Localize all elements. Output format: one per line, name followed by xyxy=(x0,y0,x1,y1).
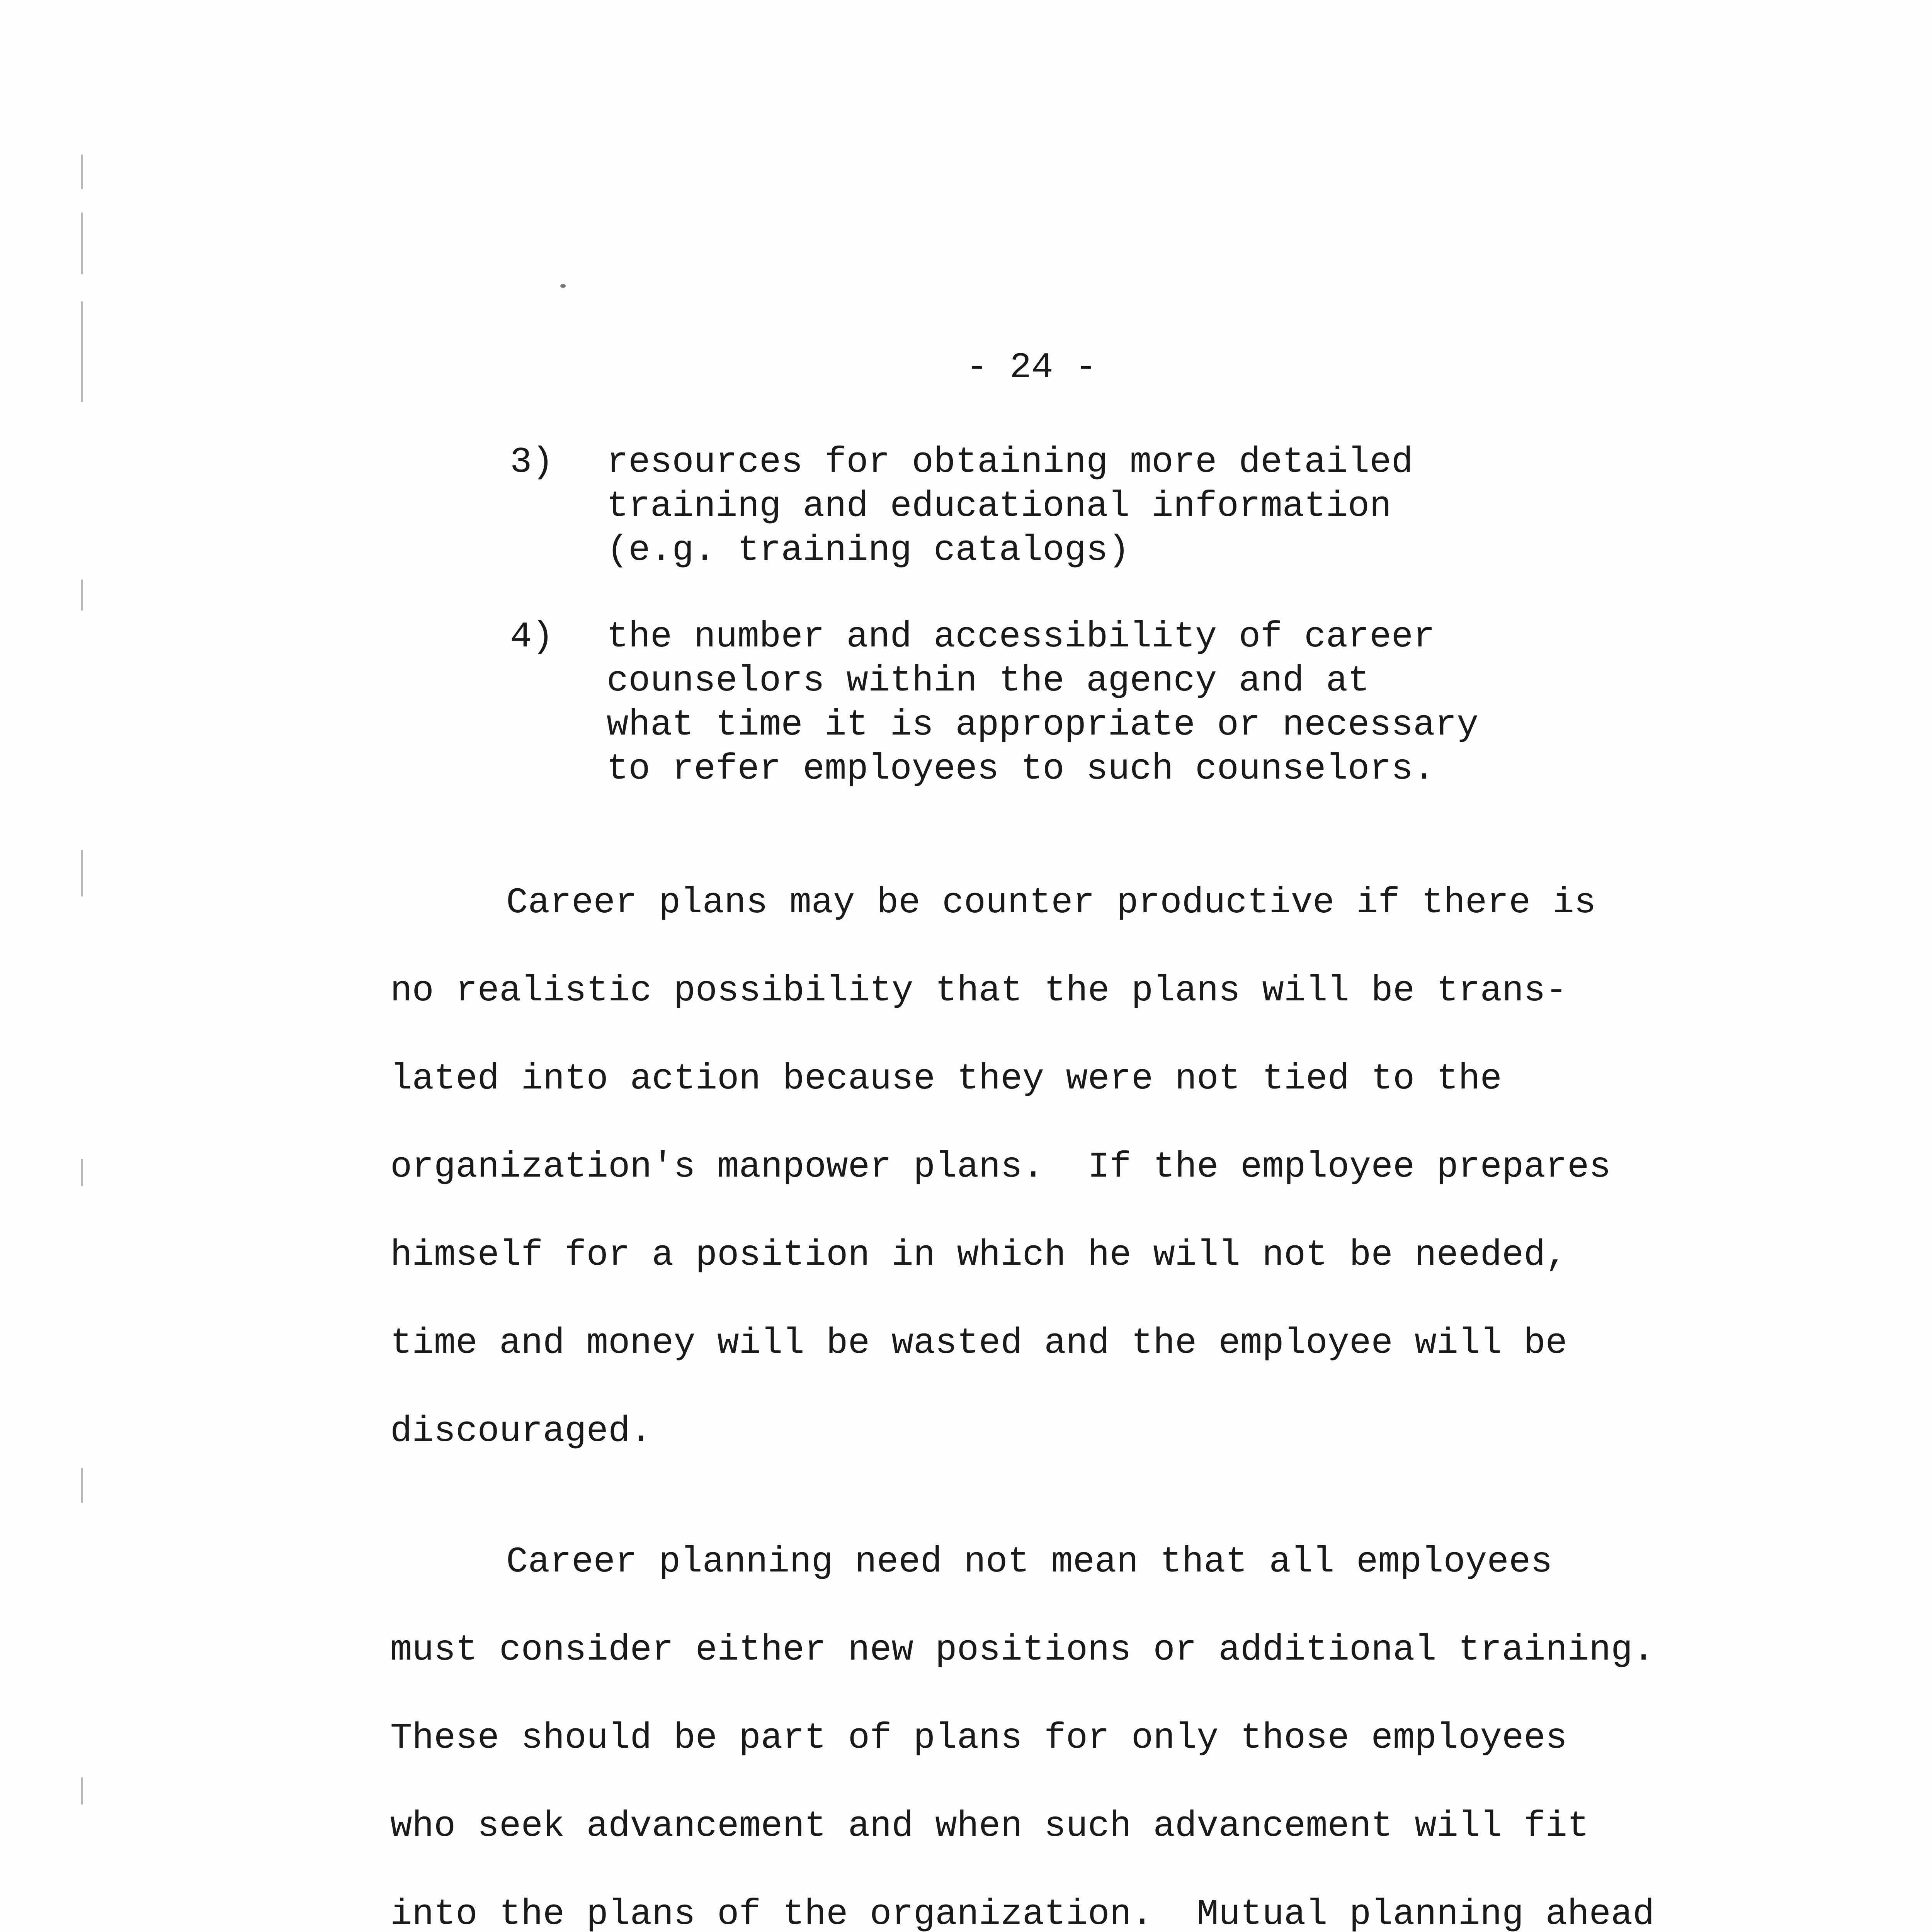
text-line: time and money will be wasted and the employee will be xyxy=(390,1323,1568,1364)
text-line: to refer employees to such counselors. xyxy=(607,749,1435,790)
text-line: Career planning need not mean that all employees xyxy=(506,1542,1553,1583)
text-line: what time it is appropriate or necessary xyxy=(607,705,1479,746)
text-line: (e.g. training catalogs) xyxy=(607,530,1130,571)
body-paragraph xyxy=(390,1544,1820,1932)
text-line: organization's manpower plans. If the employee prepares xyxy=(390,1147,1611,1188)
list-item-number: 4) xyxy=(510,617,554,658)
text-line: lated into action because they were not tied to the xyxy=(390,1059,1502,1100)
scan-speck xyxy=(560,284,566,288)
list-item-text xyxy=(607,615,1766,791)
text-line: no realistic possibility that the plans will be trans- xyxy=(390,971,1568,1012)
text-line: who seek advancement and when such advancement will fit xyxy=(390,1806,1589,1847)
body-paragraph xyxy=(390,885,1820,1502)
text-line: the number and accessibility of career xyxy=(607,617,1435,658)
text-line: into the plans of the organization. Mutual planning ahead xyxy=(390,1894,1655,1932)
text-line: resources for obtaining more detailed xyxy=(607,442,1413,483)
list-item-text xyxy=(607,440,1766,573)
list-item-number: 3) xyxy=(510,442,554,483)
text-line: Career plans may be counter productive if there is xyxy=(506,883,1596,923)
text-line: These should be part of plans for only those employees xyxy=(390,1718,1568,1759)
text-line: must consider either new positions or additional training. xyxy=(390,1630,1655,1671)
text-line: discouraged. xyxy=(390,1411,652,1452)
text-line: himself for a position in which he will not be needed, xyxy=(390,1235,1568,1276)
page-number: - 24 - xyxy=(966,347,1097,388)
scan-margin-marks xyxy=(54,155,100,1932)
text-line: training and educational information xyxy=(607,486,1391,527)
text-line: counselors within the agency and at xyxy=(607,661,1370,702)
